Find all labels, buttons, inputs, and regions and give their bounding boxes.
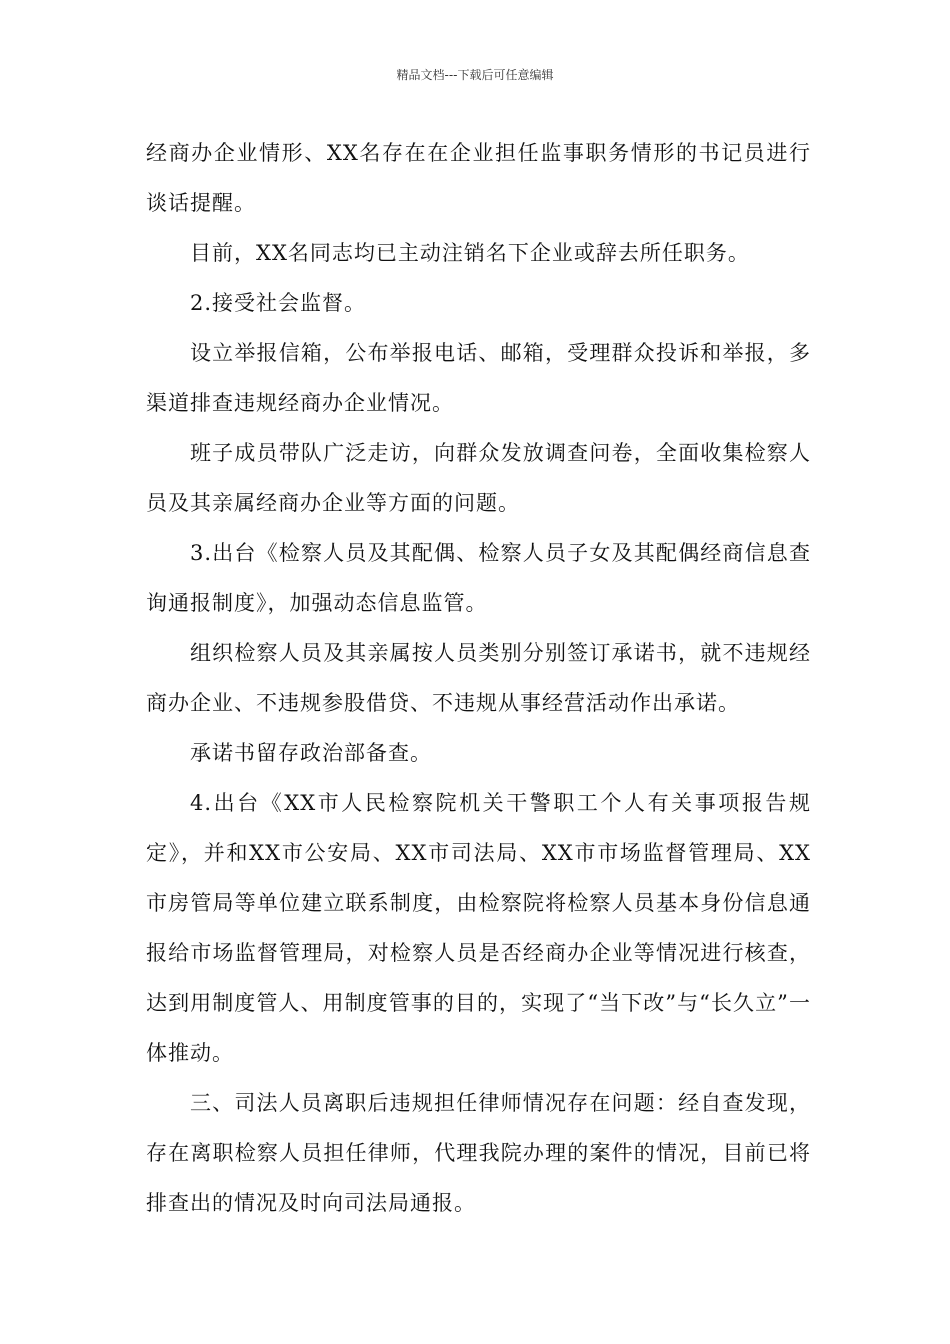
section-heading: 4.出台《XX市人民检察院机关干警职工个人有关事项报告规定》，并和XX市公安局、XX市司法局、XX市市场监督管理局、XX市房管局等单位建立联系制度，由检察院将检察人员基本身份信息通报给市场监督管理局，对检察人员是否经商办企业等情况进行核查，达到用制度管人、用制度管事的目的，实现了“当下改”与“长久立”一体推动。 (146, 791, 811, 1065)
section-heading: 3.出台《检察人员及其配偶、检察人员子女及其配偶经商信息查询通报制度》，加强动态信息监管。 (146, 541, 811, 615)
paragraph: 承诺书留存政治部备查。 (190, 741, 432, 765)
paragraph: 目前，XX名同志均已主动注销名下企业或辞去所任职务。 (190, 241, 750, 265)
section-heading: 2.接受社会监督。 (190, 291, 367, 315)
paragraph: 设立举报信箱，公布举报电话、邮箱，受理群众投诉和举报，多渠道排查违规经商办企业情况。 (146, 341, 811, 415)
paragraph: 三、司法人员离职后违规担任律师情况存在问题：经自查发现，存在离职检察人员担任律师，代理我院办理的案件的情况，目前已将排查出的情况及时向司法局通报。 (146, 1091, 811, 1215)
paragraph: 班子成员带队广泛走访，向群众发放调查问卷，全面收集检察人员及其亲属经商办企业等方面的问题。 (146, 441, 811, 515)
document-body (146, 128, 811, 1228)
page-header: 精品文档---下载后可任意编辑 (396, 68, 554, 82)
paragraph-continuation: 经商办企业情形、XX名存在在企业担任监事职务情形的书记员进行谈话提醒。 (146, 141, 811, 215)
paragraph: 组织检察人员及其亲属按人员类别分别签订承诺书，就不违规经商办企业、不违规参股借贷、不违规从事经营活动作出承诺。 (146, 641, 811, 715)
